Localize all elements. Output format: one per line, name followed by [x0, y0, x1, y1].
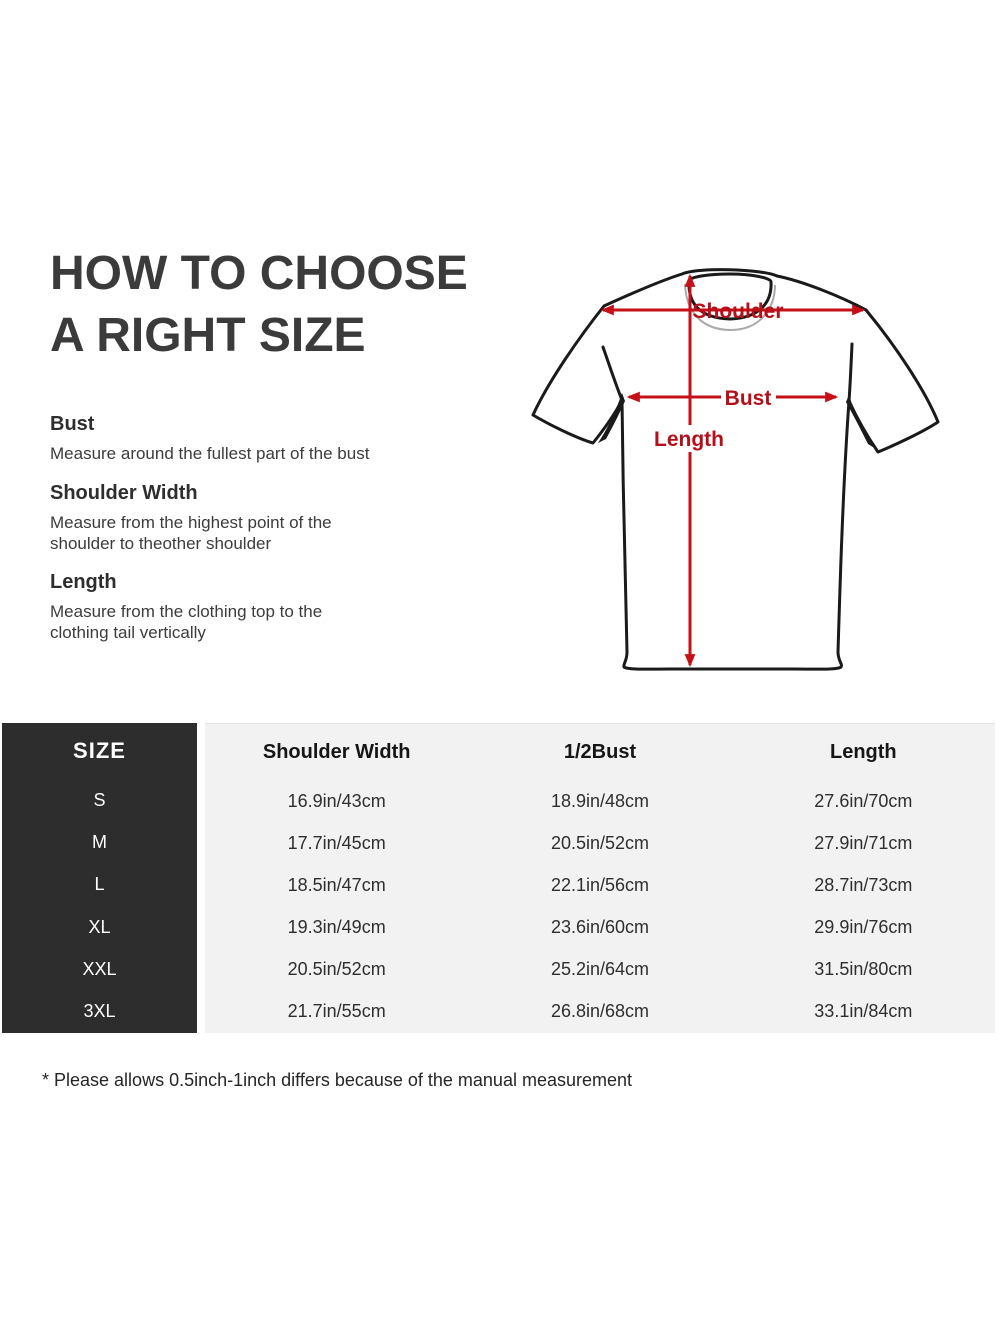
cell-s-half-bust: 18.9in/48cm: [550, 790, 650, 811]
section-desc-bust-line1: Measure around the fullest part of the bust: [50, 444, 370, 463]
cell-l-shoulder: 18.5in/47cm: [287, 874, 386, 895]
cell-xxl-length: 31.5in/80cm: [814, 959, 913, 980]
cell-xl-half-bust: 23.6in/60cm: [550, 917, 650, 938]
section-heading-length: Length: [50, 571, 117, 593]
column-header-half-bust: 1/2Bust: [563, 740, 637, 763]
cell-s-shoulder: 16.9in/43cm: [287, 790, 386, 811]
section-heading-shoulder-width: Shoulder Width: [50, 482, 198, 504]
cell-l-length: 28.7in/73cm: [814, 874, 913, 895]
tshirt-measurement-diagram: [510, 240, 960, 700]
section-bust: [50, 413, 480, 464]
page-title: [50, 243, 468, 367]
size-table-measurements: [205, 723, 995, 1033]
section-desc-length-line2: clothing tail vertically: [50, 623, 206, 642]
cell-m-shoulder: 17.7in/45cm: [287, 832, 386, 853]
cell-m-length: 27.9in/71cm: [814, 832, 913, 853]
size-label-3xl: 3XL: [83, 1001, 116, 1022]
bust-arrow-label: Bust: [724, 387, 772, 410]
section-shoulder-width: [50, 482, 480, 554]
column-header-length: Length: [830, 740, 897, 763]
section-desc-shoulder-line2: shoulder to theother shoulder: [50, 534, 272, 553]
page-title-line1: HOW TO CHOOSE: [50, 247, 468, 300]
cell-xl-shoulder: 19.3in/49cm: [287, 917, 386, 938]
cell-xxl-half-bust: 25.2in/64cm: [550, 959, 650, 980]
column-header-shoulder-width: Shoulder Width: [262, 740, 411, 763]
cell-3xl-half-bust: 26.8in/68cm: [550, 1001, 650, 1022]
cell-xl-length: 29.9in/76cm: [814, 917, 913, 938]
cell-l-half-bust: 22.1in/56cm: [550, 874, 650, 895]
cell-3xl-length: 33.1in/84cm: [814, 1001, 913, 1022]
size-column-header: SIZE: [73, 738, 126, 763]
size-label-s: S: [93, 789, 106, 810]
section-desc-length-line1: Measure from the clothing top to the: [50, 602, 323, 621]
size-label-l: L: [94, 874, 105, 895]
section-desc-shoulder-line1: Measure from the highest point of the: [50, 513, 332, 532]
section-length: [50, 571, 480, 643]
page-title-line2: A RIGHT SIZE: [50, 309, 366, 362]
cell-xxl-shoulder: 20.5in/52cm: [287, 959, 386, 980]
size-label-xl: XL: [88, 916, 111, 937]
size-table-size-column: [2, 723, 197, 1033]
cell-s-length: 27.6in/70cm: [814, 790, 913, 811]
measurement-footnote: * Please allows 0.5inch-1inch differs because of the manual measurement: [42, 1070, 633, 1090]
cell-m-half-bust: 20.5in/52cm: [550, 832, 650, 853]
size-label-xxl: XXL: [82, 958, 117, 979]
size-label-m: M: [92, 831, 107, 852]
section-heading-bust: Bust: [50, 413, 95, 435]
shoulder-arrow-label: Shoulder: [692, 300, 784, 323]
length-arrow-label: Length: [654, 428, 724, 451]
cell-3xl-shoulder: 21.7in/55cm: [287, 1001, 386, 1022]
